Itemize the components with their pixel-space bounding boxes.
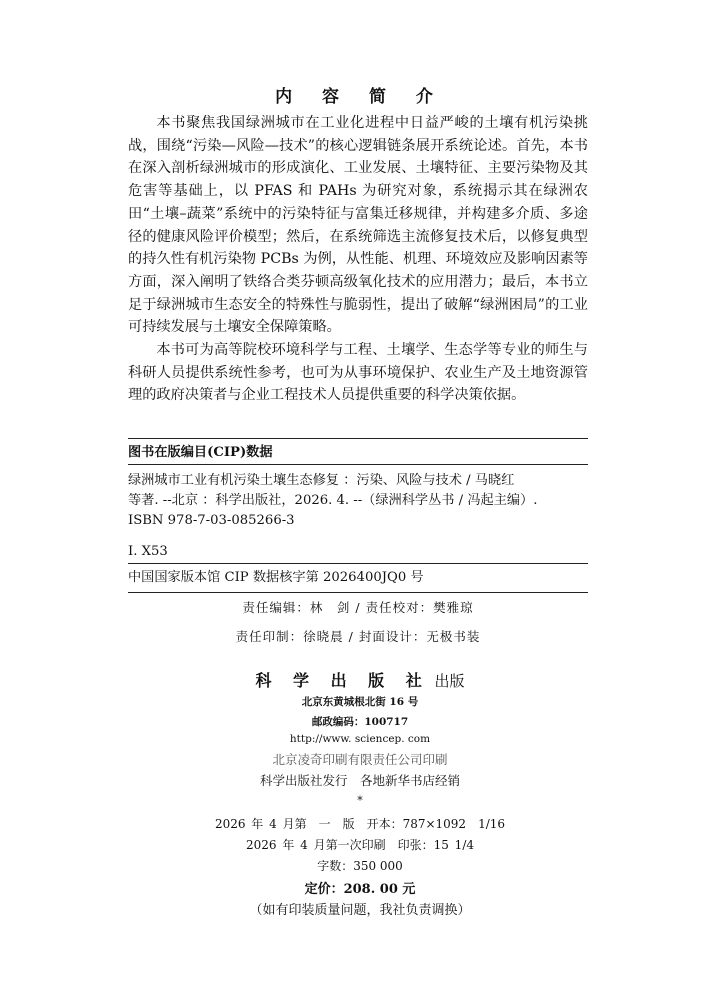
cip-heading: 图书在版编目(CIP)数据 (128, 445, 273, 460)
cip-bottom-divider (128, 592, 588, 593)
cip-heading-divider (128, 464, 588, 465)
cip-isbn: ISBN 978-7-03-085266-3 (128, 513, 295, 528)
publisher-postcode: 邮政编码：100717 (311, 716, 409, 728)
editor-credits-1: 责任编辑：林 剑 / 责任校对：樊雅琼 (242, 600, 474, 615)
word-count: 字数：350 000 (317, 859, 403, 873)
content-summary (128, 112, 588, 407)
page-title: 内 容 简 介 (275, 87, 445, 107)
summary-paragraph-2: 本书可为高等院校环境科学与工程、土壤学、生态学等专业的师生与科研人员提供系统性参考，也可为从事环境保护、农业生产及土地资源管理的政府决策者与企业工程技术人员提供重要的科学决策依据。 (128, 342, 588, 404)
cip-record-line-2: 等著. --北京 ：科学出版社，2026. 4. --（绿洲科学丛书 / 冯起主编）. (128, 493, 538, 508)
quality-note: （如有印装质量问题，我社负责调换） (249, 903, 471, 918)
cip-record (128, 471, 588, 531)
publisher-address: 北京东黄城根北街 16 号 (301, 696, 419, 708)
distribution-info: 科学出版社发行 各地新华书店经销 (259, 773, 460, 788)
edition-info: 2026 年 4 月第 一 版 开本：787×1092 1/16 (214, 817, 506, 831)
printing-info: 2026 年 4 月第一次印刷 印张：15 1/4 (245, 838, 474, 852)
printer-info: 北京凌奇印刷有限责任公司印刷 (272, 752, 448, 767)
editor-credits-2: 责任印制：徐晓晨 / 封面设计：无极书装 (235, 629, 481, 644)
publisher-line (0, 668, 720, 691)
publisher-website: http://www. sciencep. com (289, 733, 431, 745)
publisher-suffix: 出版 (434, 672, 465, 690)
price: 定价：208. 00 元 (304, 882, 416, 897)
cip-top-divider (128, 438, 588, 439)
cip-classification: Ⅰ. X53 (128, 544, 168, 559)
publisher-name: 科 学 出 版 社 (255, 671, 430, 690)
cip-record-line-1: 绿洲城市工业有机污染土壤生态修复 ：污染、风险与技术 / 马晓红 (128, 473, 515, 488)
cip-class-divider (128, 563, 588, 564)
summary-paragraph-1: 本书聚焦我国绿洲城市在工业化进程中日益严峻的土壤有机污染挑战，围绕“污染—风险—技术”的核心逻辑链条展开系统论述。首先，本书在深入剖析绿洲城市的形成演化、工业发展、土壤特征、主要污染物及其危害等基础上，以 PFAS 和 PAHs 为研究对象，系统揭示其在绿洲农田“土壤–蔬菜”系统中的污染特征与富集迁移规律，并构建多介质、多途径的健康风险评价模型；然后，在系统筛选主流修复技术后，以修复典型的持久性有机污染物 PCBs 为例，从性能、机理、环境效应及影响因素等方面，深入阐明了铁络合类芬顿高级氧化技术的应用潜力；最后，本书立足于绿洲城市生态安全的特殊性与脆弱性，提出了破解“绿洲困局”的工业可持续发展与土壤安全保障策略。 (128, 115, 588, 336)
cip-check-number: 中国国家版本馆 CIP 数据核字第 2026400JQ0 号 (128, 570, 424, 585)
separator-star: * (357, 794, 363, 807)
